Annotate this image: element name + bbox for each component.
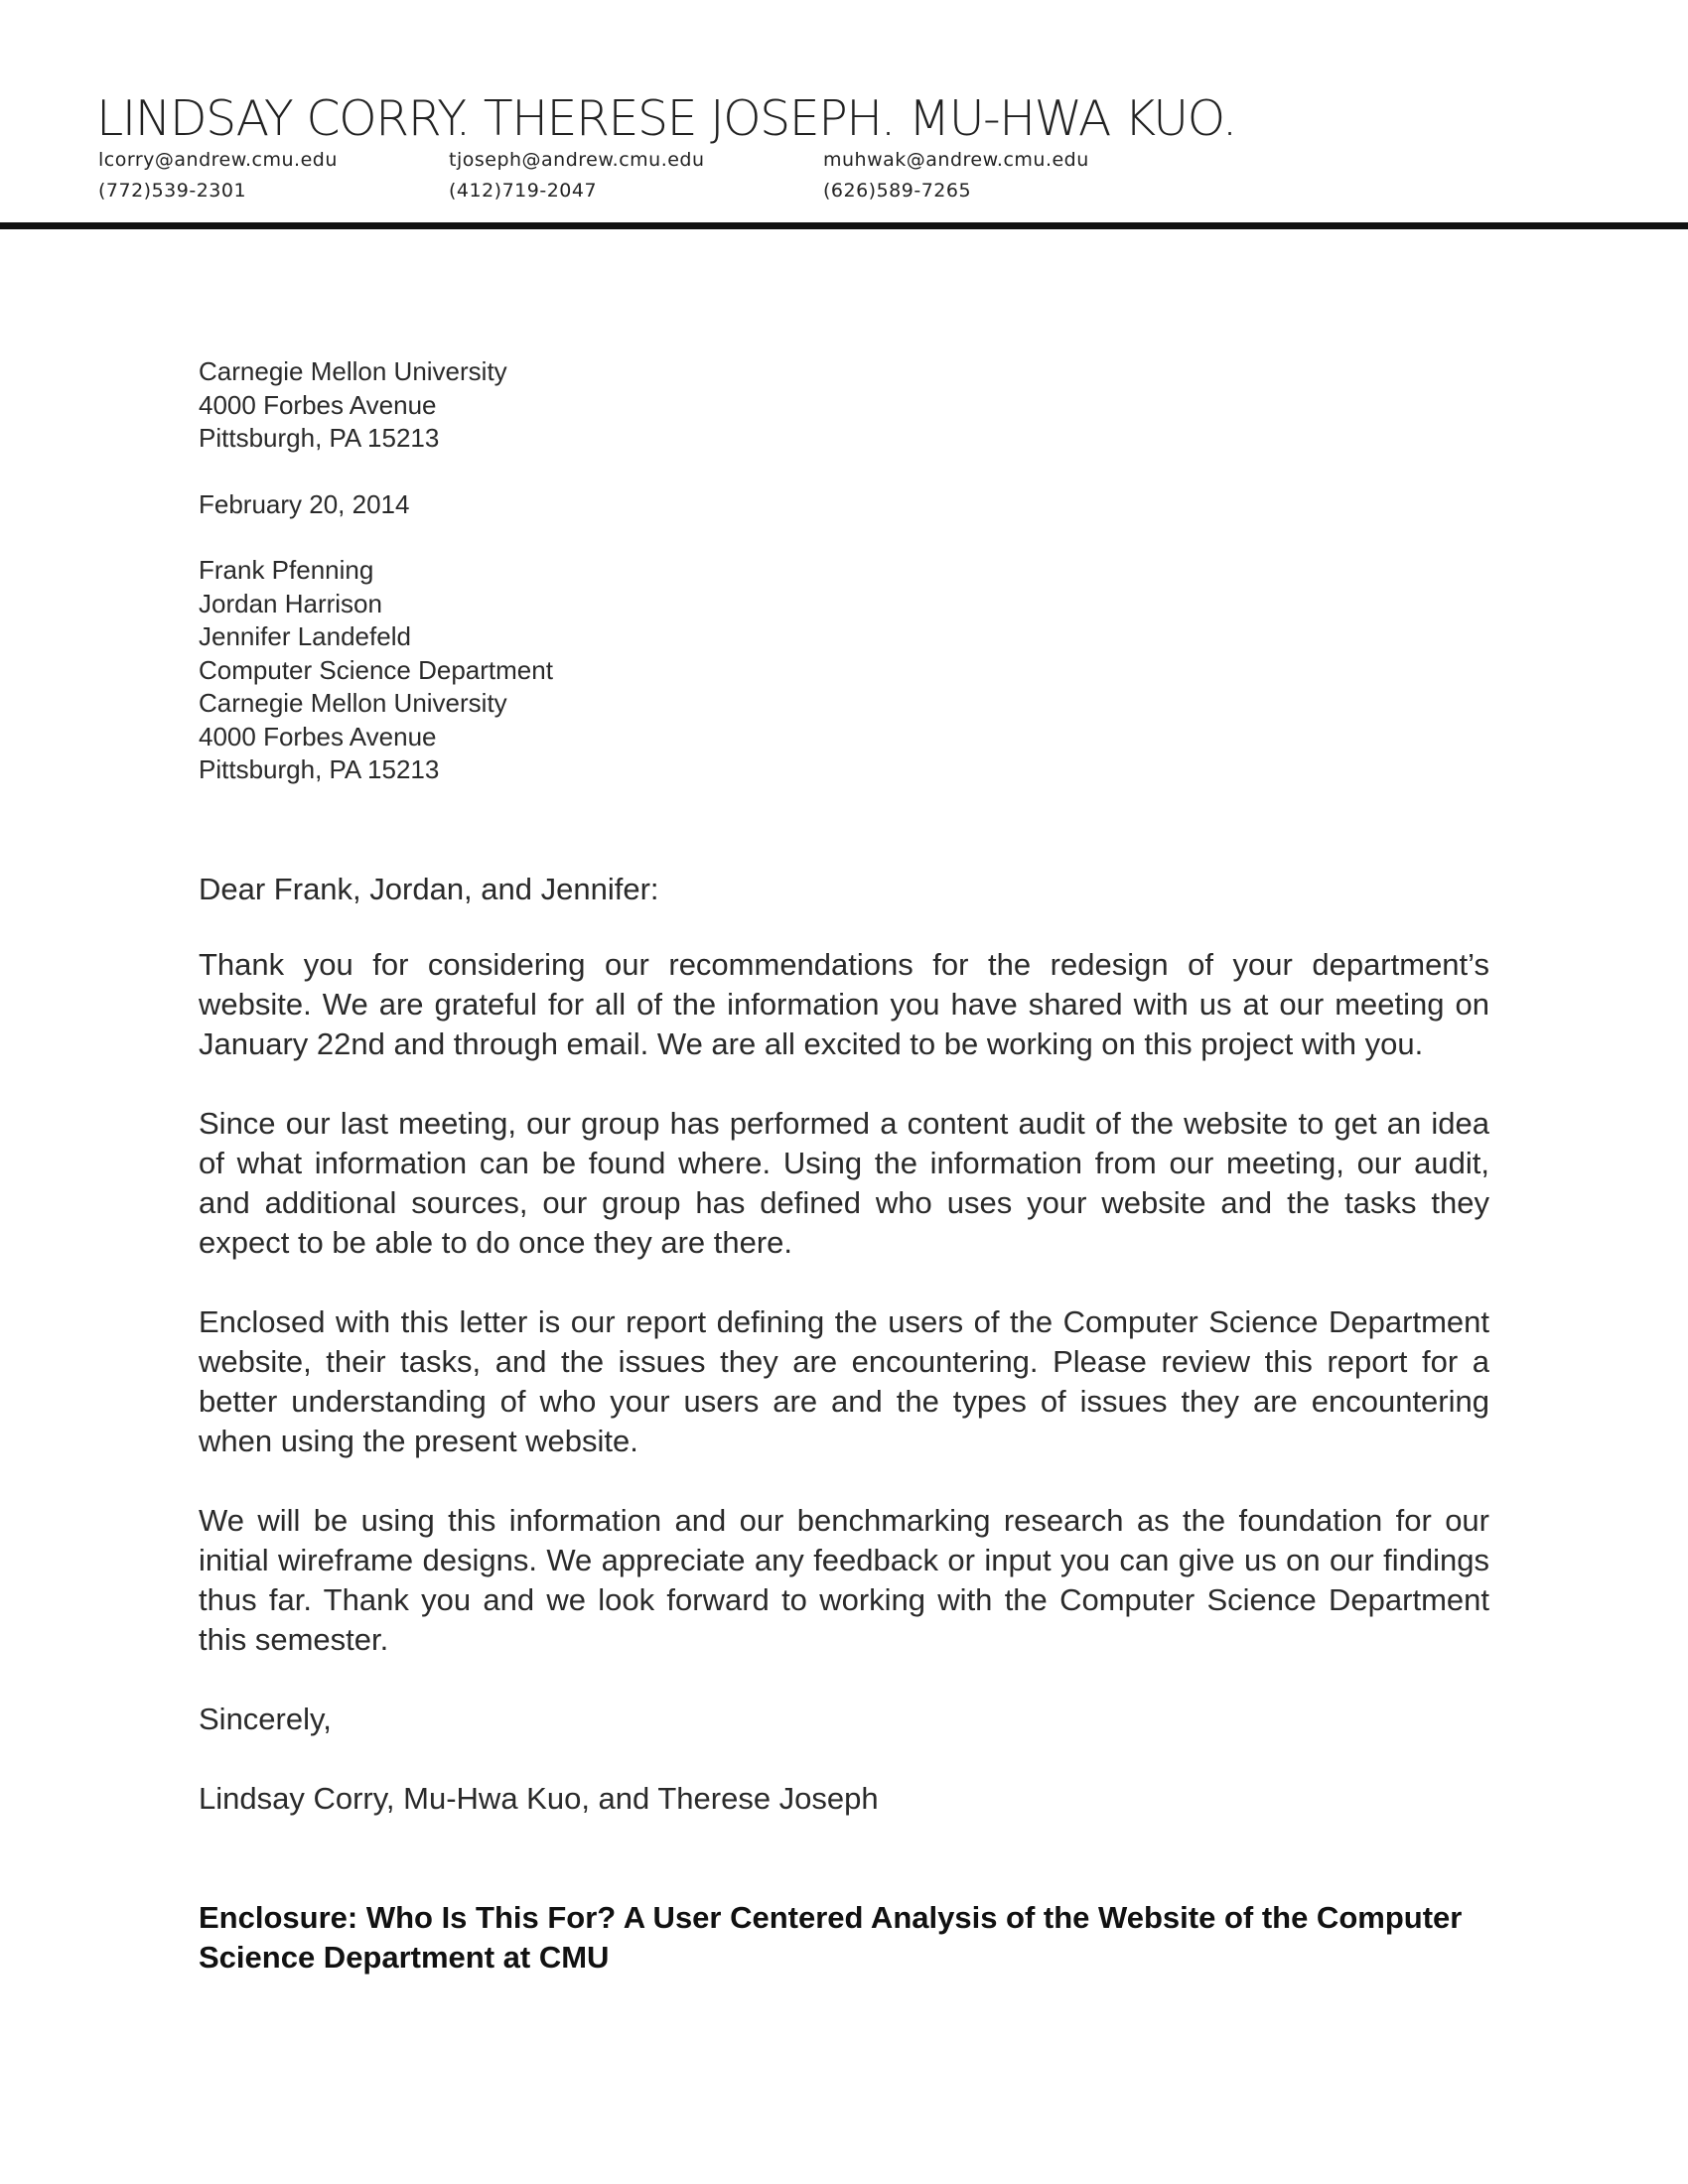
sender-address <box>199 355 507 456</box>
contact-block-lindsay <box>98 145 338 206</box>
address-line: 4000 Forbes Avenue <box>199 389 437 420</box>
contact-email: tjoseph@andrew.cmu.edu <box>449 149 705 171</box>
enclosure-note: Enclosure: Who Is This For? A User Centered Analysis of the Website of the Computer Science Department at CMU <box>199 1900 1463 1975</box>
address-line: Carnegie Mellon University <box>199 356 507 386</box>
contact-email: lcorry@andrew.cmu.edu <box>98 149 338 171</box>
recipient-line: Computer Science Department <box>199 654 553 685</box>
closing: Sincerely, <box>199 1702 332 1736</box>
signature-names: Lindsay Corry, Mu-Hwa Kuo, and Therese Joseph <box>199 1781 879 1816</box>
letterhead-divider <box>0 222 1688 229</box>
body-paragraph: We will be using this information and our benchmarking research as the foundation for our initial wireframe designs. We appreciate any feedback or input you can give us on our findings thus far. Thank you and we look forward to working with the Computer Science Department this semester. <box>199 1503 1489 1657</box>
letterhead <box>0 0 1688 230</box>
contact-email: muhwak@andrew.cmu.edu <box>823 149 1089 171</box>
contact-block-therese <box>449 145 705 206</box>
recipient-address <box>199 554 553 787</box>
recipient-line: Carnegie Mellon University <box>199 688 507 718</box>
recipient-line: Jennifer Landefeld <box>199 621 411 651</box>
address-line: Pittsburgh, PA 15213 <box>199 423 440 453</box>
contact-phone: (772)539-2301 <box>98 180 247 202</box>
recipient-line: 4000 Forbes Avenue <box>199 721 437 751</box>
body-paragraph: Thank you for considering our recommendations for the redesign of your department’s website. We are grateful for all of the information you have shared with us at our meeting on January 22nd and through email. We are all excited to be working on this project with you. <box>199 947 1489 1061</box>
recipient-line: Frank Pfenning <box>199 555 374 585</box>
salutation: Dear Frank, Jordan, and Jennifer: <box>199 872 659 906</box>
recipient-line: Jordan Harrison <box>199 588 382 618</box>
letterhead-names: LINDSAY CORRY. THERESE JOSEPH. MU-HWA KUO. <box>96 90 1236 147</box>
contact-block-muhwa <box>823 145 1089 206</box>
recipient-line: Pittsburgh, PA 15213 <box>199 754 440 784</box>
contact-phone: (626)589-7265 <box>823 180 972 202</box>
letter-date: February 20, 2014 <box>199 489 410 519</box>
body-paragraph: Enclosed with this letter is our report defining the users of the Computer Science Department website, their tasks, and the issues they are encountering. Please review this report for a better understanding of who your users are and the types of issues they are encountering when using the present website. <box>199 1304 1489 1458</box>
contact-phone: (412)719-2047 <box>449 180 598 202</box>
body-paragraph: Since our last meeting, our group has performed a content audit of the website to get an idea of what information can be found where. Using the information from our meeting, our audit, and additional sources, our group has defined who uses your website and the tasks they expect to be able to do once they are there. <box>199 1106 1489 1260</box>
